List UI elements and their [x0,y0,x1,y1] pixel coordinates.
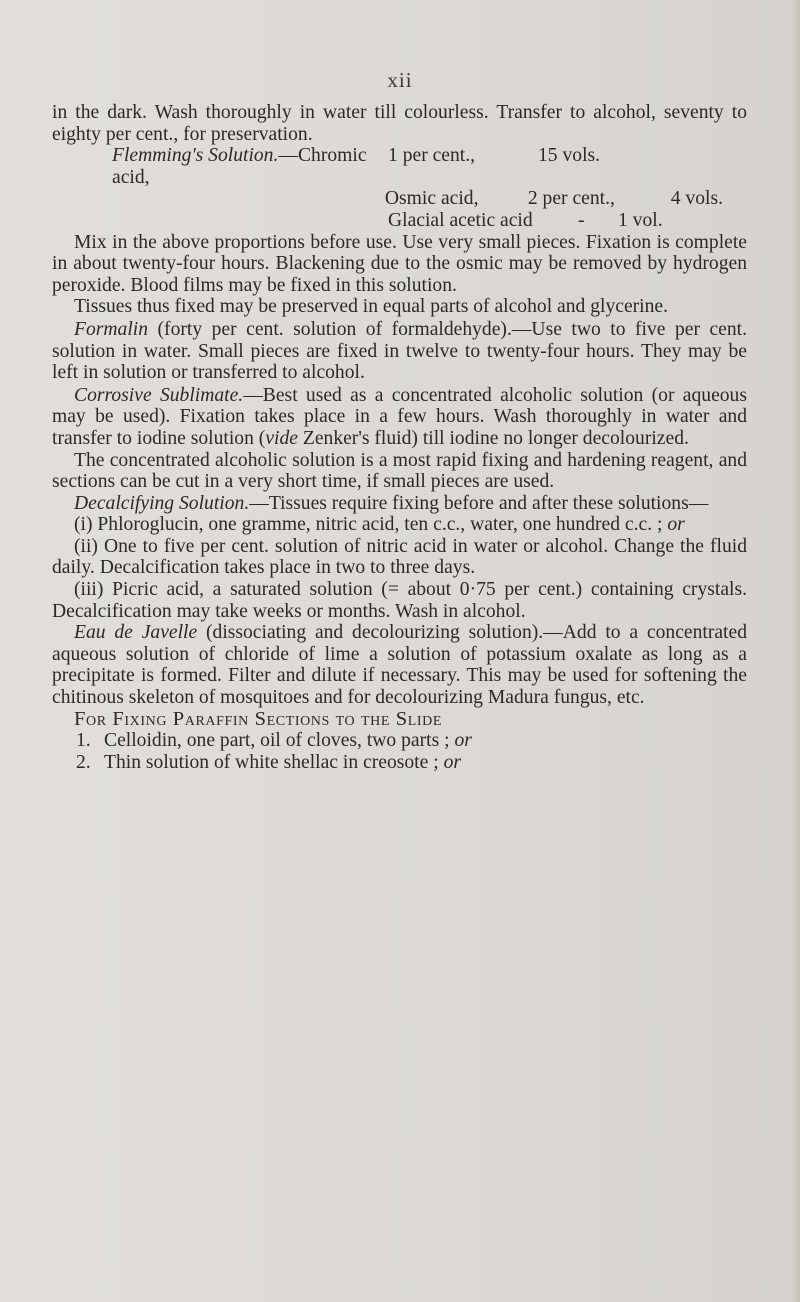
formula-ingredient: —Chromic acid, [112,145,367,188]
formula-row [112,188,747,210]
formula-ingredient: Glacial acetic acid [388,209,533,231]
formula-ingredient: Osmic acid, [384,188,479,210]
paragraph-mix: Mix in the above proportions before use. Use very small pieces. Fixation is complete in about twenty-four hours. Blackening due to the osmic may be removed by hydrogen peroxide. Blood films may be fixed in this solution. [52,231,747,296]
list-item: 1. Celloidin, one part, oil of cloves, two parts ; or [76,730,472,752]
paragraph-item-ii: (ii) One to five per cent. solution of nitric acid in water or alcohol. Change the fluid daily. Decalcification takes place in two to three days. [52,535,747,579]
formula-amount: 2 per cent., [527,188,615,210]
formula-volume: 4 vols. [670,188,724,210]
formula-volume: 1 vol. [618,209,663,231]
paragraph-tissues: Tissues thus fixed may be preserved in equal parts of alcohol and glycerine. [74,296,669,318]
eau-title: Eau de Javelle [74,622,198,644]
formula-amount: - [578,209,585,231]
formula-row [112,145,747,188]
paragraph-item-i: (i) Phloroglucin, one gramme, nitric acid, ten c.c., water, one hundred c.c. ; or [74,514,685,536]
corrosive-title: Corrosive Sublimate. [74,384,244,406]
list-item: 2. Thin solution of white shellac in creosote ; or [76,751,461,773]
paragraph-item-iii: (iii) Picric acid, a saturated solution (= about 0·75 per cent.) containing crystals. Decalcification may take weeks or months. Wash in alcohol. [52,579,747,622]
formula-row [112,210,747,232]
paragraph-corrosive: Corrosive Sublimate.—Best used as a concentrated alcoholic solution (or aqueous may be used). Fixation takes place in a few hours. Wash thoroughly in water and transfer to iodine solution (vide Zenker's fluid) till iodine no longer decolourized. [52,384,747,449]
decalcifying-title: Decalcifying Solution. [74,492,250,514]
paragraph-eau-de-javelle: Eau de Javelle (dissociating and decolourizing solution).—Add to a concentrated aqueous solution of chloride of lime a solution of potassium oxalate as long as a precipitate is formed. Filter and dilute if necessary. This may be used for softening the chitinous skeleton of mosquitoes and for decolourizing Madura fungus, etc. [52,622,747,709]
section-heading: For Fixing Paraffin Sections to the Slide [74,707,442,730]
paragraph-intro: in the dark. Wash thoroughly in water till colourless. Transfer to alcohol, seventy to eighty per cent., for preservation. [52,102,747,145]
page-body [52,102,747,773]
page-edge-shadow [790,0,800,1302]
page-number: xii [387,68,413,92]
formula-volume: 15 vols. [538,145,601,167]
formula-amount: 1 per cent., [388,145,476,167]
paragraph-concentrated: The concentrated alcoholic solution is a most rapid fixing and hardening reagent, and sections can be cut in a very short time, if small pieces are used. [52,449,747,493]
formalin-title: Formalin [74,318,149,340]
paragraph-decalcifying: Decalcifying Solution.—Tissues require fixing before and after these solutions— [74,492,709,514]
paragraph-formalin: Formalin (forty per cent. solution of formaldehyde).—Use two to five per cent. solution in water. Small pieces are fixed in twelve to twenty-four hours. They may be left in solution or transferred to alcohol. [52,318,747,384]
flemming-formula [52,145,747,231]
flemming-title: Flemming's Solution. [112,145,279,167]
